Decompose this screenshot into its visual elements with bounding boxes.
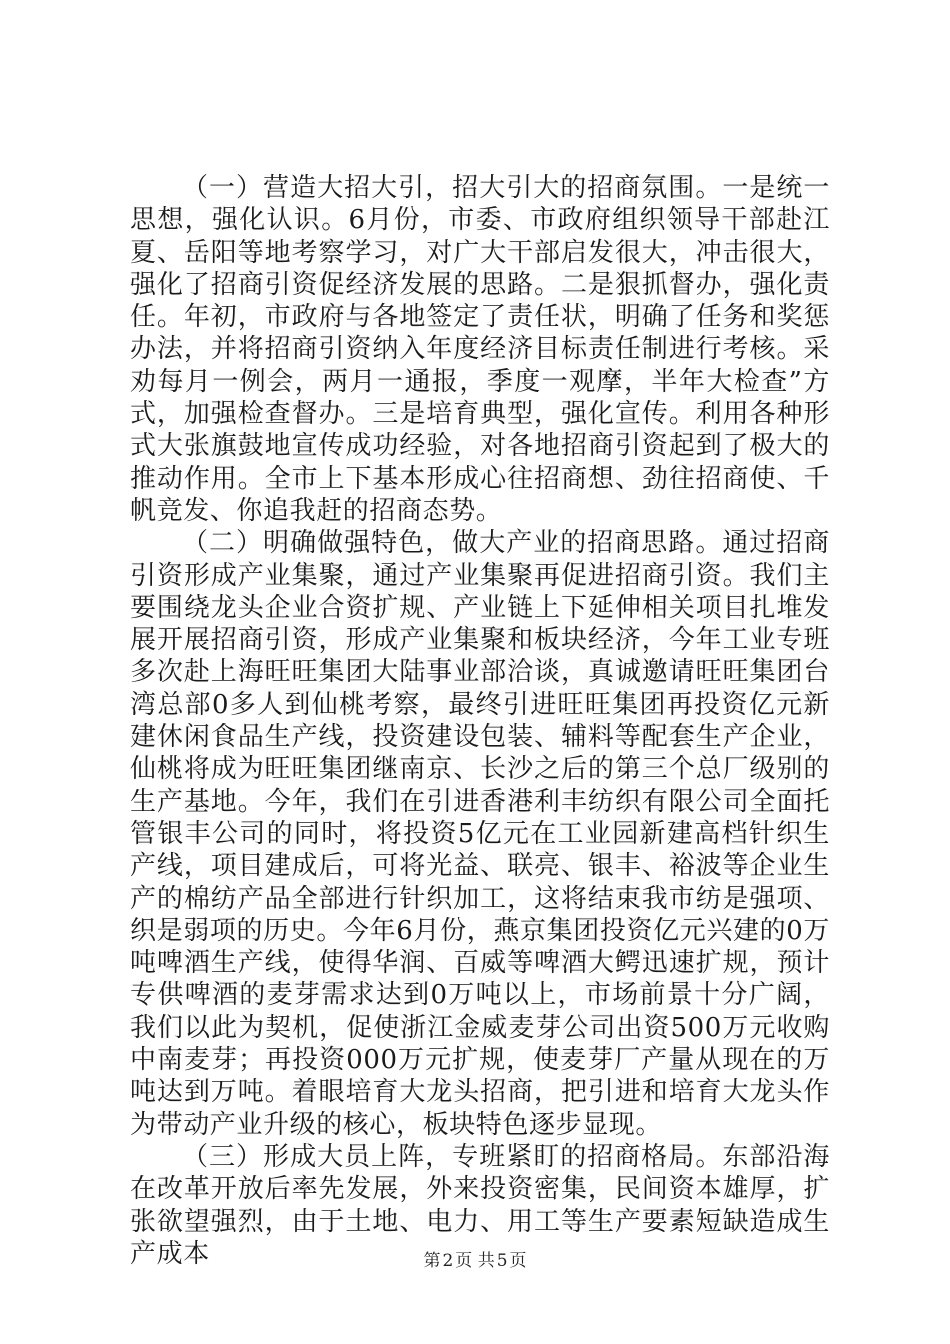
footer-current-page: 2 <box>442 1251 454 1271</box>
footer-total-pages: 5 <box>496 1251 508 1271</box>
page-footer <box>0 1246 950 1271</box>
body-text <box>130 172 830 1270</box>
paragraph-1: （一）营造大招大引，招大引大的招商氛围。一是统一思想，强化认识。6月份，市委、市政府组织领导干部赴江夏、岳阳等地考察学习，对广大干部启发很大，冲击很大，强化了招商引资促经济发展的思路。二是狠抓督办，强化责任。年初，市政府与各地签定了责任状，明确了任务和奖惩办法，并将招商引资纳入年度经济目标责任制进行考核。采劝每月一例会，两月一通报，季度一观摩，半年大检查”方式，加强检查督办。三是培育典型，强化宣传。利用各种形式大张旗鼓地宣传成功经验，对各地招商引资起到了极大的推动作用。全市上下基本形成心往招商想、劲往招商使、千帆竞发、你追我赶的招商态势。 <box>130 173 830 526</box>
footer-suffix: 页 <box>509 1251 527 1271</box>
paragraph-2: （二）明确做强特色，做大产业的招商思路。通过招商引资形成产业集聚，通过产业集聚再促进招商引资。我们主要围绕龙头企业合资扩规、产业链上下延伸相关项目扎堆发展开展招商引资，形成产业集聚和板块经济，今年工业专班多次赴上海旺旺集团大陆事业部洽谈，真诚邀请旺旺集团台湾总部0多人到仙桃考察，最终引进旺旺集团再投资亿元新建休闲食品生产线，投资建设包装、辅料等配套生产企业，仙桃将成为旺旺集团继南京、长沙之后的第三个总厂级别的生产基地。今年，我们在引进香港利丰纺织有限公司全面托管银丰公司的同时，将投资5亿元在工业园新建高档针织生产线，项目建成后，可将光益、联亮、银丰、裕波等企业生产的棉纺产品全部进行针织加工，这将结束我市纺是强项、织是弱项的历史。今年6月份，燕京集团投资亿元兴建的0万吨啤酒生产线，使得华润、百威等啤酒大鳄迅速扩规，预计专供啤酒的麦芽需求达到0万吨以上，市场前景十分广阔，我们以此为契机，促使浙江金威麦芽公司出资500万元收购中南麦芽；再投资000万元扩规，使麦芽厂产量从现在的万吨达到万吨。着眼培育大龙头招商，把引进和培育大龙头作为带动产业升级的核心，板块特色逐步显现。 <box>130 528 830 1140</box>
footer-prefix: 第 <box>423 1251 441 1271</box>
footer-mid: 页 共 <box>455 1251 495 1271</box>
paragraph-3: （三）形成大员上阵，专班紧盯的招商格局。东部沿海在改革开放后率先发展，外来投资密集，民间资本雄厚，扩张欲望强烈，由于土地、电力、用工等生产要素短缺造成生产成本 <box>130 1141 830 1269</box>
